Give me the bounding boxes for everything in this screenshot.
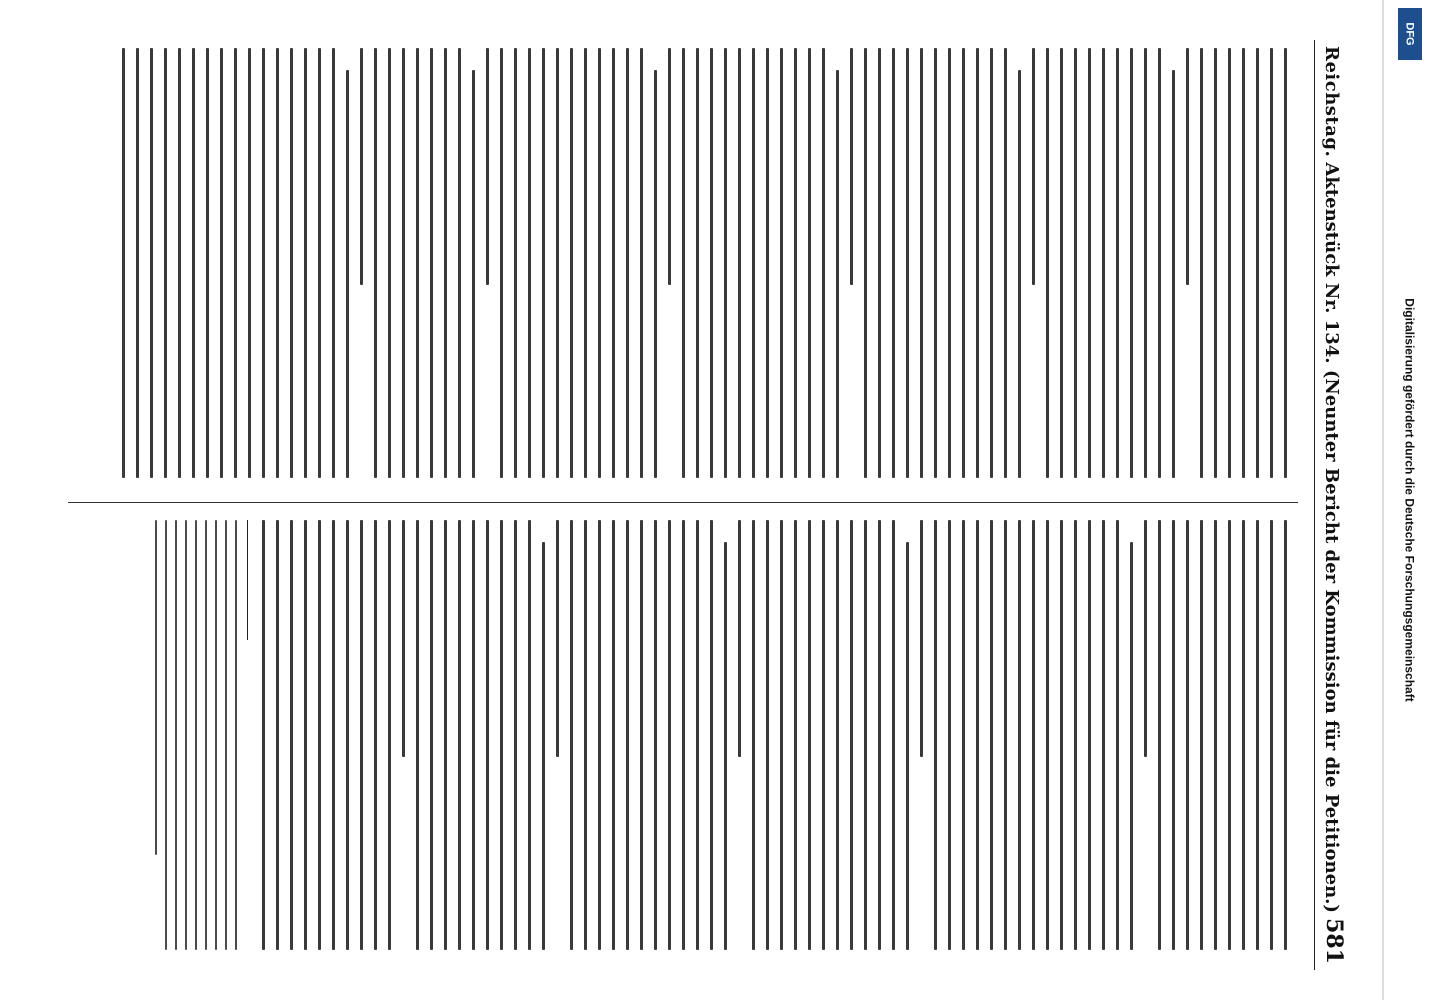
text-line — [304, 48, 307, 478]
footnote-line — [175, 520, 177, 950]
running-head-title: Aktenstück Nr. 134. (Neunter Bericht der Kommission für die Petitionen.) — [1321, 162, 1342, 913]
text-line — [122, 48, 125, 478]
text-line — [1004, 520, 1007, 950]
scan-edge — [1382, 0, 1384, 1000]
text-line — [836, 520, 839, 950]
text-line — [262, 48, 265, 478]
text-line — [150, 48, 153, 478]
text-line — [626, 520, 629, 950]
text-line — [906, 542, 909, 950]
text-line — [1256, 48, 1259, 478]
footnote-line — [205, 520, 207, 950]
text-line — [1270, 520, 1273, 950]
text-line — [374, 520, 377, 950]
text-line — [458, 520, 461, 950]
footnote-line — [215, 520, 217, 950]
text-line — [808, 48, 811, 478]
text-line — [892, 520, 895, 950]
text-line — [724, 48, 727, 478]
text-line — [542, 48, 545, 478]
text-line — [1116, 48, 1119, 478]
text-line — [1060, 520, 1063, 950]
text-line — [850, 48, 853, 285]
text-line — [514, 48, 517, 478]
text-line — [1270, 48, 1273, 478]
text-line — [290, 48, 293, 478]
digitization-credit — [1388, 0, 1432, 1000]
text-line — [1074, 48, 1077, 478]
text-line — [1116, 520, 1119, 950]
dfg-logo-text: DFG — [1403, 22, 1416, 46]
text-line — [668, 48, 671, 285]
text-line — [388, 520, 391, 950]
footnote-rule — [247, 520, 248, 640]
footnote-line — [165, 520, 167, 950]
text-line — [542, 542, 545, 950]
text-line — [1200, 520, 1203, 950]
text-line — [668, 520, 671, 950]
text-line — [332, 48, 335, 478]
text-line — [1256, 520, 1259, 950]
text-line — [878, 48, 881, 478]
text-line — [388, 48, 391, 478]
text-line — [1102, 520, 1105, 950]
text-line — [850, 520, 853, 950]
text-line — [822, 520, 825, 950]
text-line — [402, 48, 405, 478]
text-line — [612, 520, 615, 950]
text-line — [178, 48, 181, 478]
text-line — [430, 520, 433, 950]
text-line — [1018, 520, 1021, 950]
text-column-left — [68, 48, 1298, 478]
text-line — [1242, 48, 1245, 478]
text-column-right — [68, 520, 1298, 950]
text-line — [528, 520, 531, 950]
text-line — [346, 70, 349, 478]
text-line — [780, 48, 783, 478]
text-line — [262, 520, 265, 950]
text-line — [1144, 520, 1147, 757]
text-line — [248, 48, 251, 478]
text-line — [486, 520, 489, 950]
text-line — [836, 70, 839, 478]
text-line — [962, 48, 965, 478]
text-line — [738, 520, 741, 757]
text-line — [794, 48, 797, 478]
text-line — [724, 542, 727, 950]
text-line — [556, 48, 559, 478]
text-line — [1186, 48, 1189, 285]
text-line — [206, 48, 209, 478]
text-line — [276, 520, 279, 950]
text-line — [318, 48, 321, 478]
running-head-left: Reichstag. — [1321, 46, 1342, 158]
text-line — [640, 520, 643, 950]
text-line — [1186, 520, 1189, 950]
text-line — [528, 48, 531, 478]
text-line — [570, 48, 573, 478]
text-line — [346, 520, 349, 950]
text-line — [682, 48, 685, 478]
text-line — [416, 520, 419, 950]
text-line — [444, 520, 447, 950]
text-line — [696, 520, 699, 950]
text-line — [514, 520, 517, 950]
page-header — [1314, 40, 1360, 970]
text-line — [794, 520, 797, 950]
footnote-line — [155, 520, 157, 855]
text-line — [1032, 48, 1035, 285]
text-line — [780, 520, 783, 950]
text-line — [500, 520, 503, 950]
text-line — [626, 48, 629, 478]
text-line — [570, 520, 573, 950]
text-line — [402, 520, 405, 757]
text-line — [948, 520, 951, 950]
text-line — [290, 520, 293, 950]
text-line — [1088, 520, 1091, 950]
text-line — [710, 520, 713, 950]
text-line — [934, 48, 937, 478]
text-line — [1102, 48, 1105, 478]
text-line — [486, 48, 489, 285]
text-line — [1060, 48, 1063, 478]
text-line — [276, 48, 279, 478]
text-line — [948, 48, 951, 478]
text-line — [1074, 520, 1077, 950]
text-line — [696, 48, 699, 478]
dfg-logo-icon — [1398, 8, 1422, 60]
text-line — [1200, 48, 1203, 478]
text-line — [430, 48, 433, 478]
text-line — [1172, 70, 1175, 478]
credit-text: Digitalisierung gefördert durch die Deutsche Forschungsgemeinschaft — [1403, 298, 1417, 702]
text-line — [332, 520, 335, 950]
text-line — [192, 48, 195, 478]
text-line — [1046, 48, 1049, 478]
footnote-line — [185, 520, 187, 950]
text-line — [738, 48, 741, 478]
text-line — [822, 48, 825, 478]
text-line — [654, 70, 657, 478]
text-line — [682, 520, 685, 950]
text-line — [318, 520, 321, 950]
text-line — [360, 520, 363, 950]
text-line — [640, 48, 643, 478]
text-line — [1088, 48, 1091, 478]
text-line — [920, 48, 923, 478]
text-line — [976, 520, 979, 950]
text-line — [374, 48, 377, 478]
text-line — [1214, 520, 1217, 950]
page-number: 581 — [1321, 918, 1347, 964]
text-line — [360, 48, 363, 285]
text-line — [472, 520, 475, 950]
text-line — [1158, 520, 1161, 950]
text-line — [584, 48, 587, 478]
text-line — [990, 520, 993, 950]
text-line — [598, 520, 601, 950]
text-line — [710, 48, 713, 478]
text-line — [1130, 542, 1133, 950]
text-line — [164, 48, 167, 478]
text-line — [1284, 520, 1287, 950]
text-line — [584, 520, 587, 950]
text-line — [752, 520, 755, 950]
text-line — [976, 48, 979, 478]
text-line — [1242, 520, 1245, 950]
text-line — [136, 48, 139, 478]
text-line — [1130, 48, 1133, 478]
text-line — [304, 520, 307, 950]
text-line — [654, 520, 657, 950]
footnote-line — [235, 520, 237, 950]
text-line — [934, 520, 937, 950]
text-line — [556, 520, 559, 757]
text-line — [752, 48, 755, 478]
page — [0, 40, 1360, 970]
text-line — [612, 48, 615, 478]
text-line — [864, 48, 867, 478]
text-line — [1018, 70, 1021, 478]
text-line — [1172, 520, 1175, 950]
text-line — [1046, 520, 1049, 950]
text-line — [962, 520, 965, 950]
text-line — [472, 70, 475, 478]
text-line — [906, 48, 909, 478]
footnote-line — [195, 520, 197, 950]
column-divider — [68, 502, 1298, 503]
text-line — [990, 48, 993, 478]
text-line — [1004, 48, 1007, 478]
text-line — [766, 48, 769, 478]
text-line — [1284, 48, 1287, 478]
text-line — [1228, 48, 1231, 478]
text-line — [416, 48, 419, 478]
text-line — [1158, 48, 1161, 478]
text-line — [766, 520, 769, 950]
text-line — [444, 48, 447, 478]
text-line — [892, 48, 895, 478]
text-line — [1214, 48, 1217, 478]
text-line — [500, 48, 503, 478]
text-line — [458, 48, 461, 478]
text-line — [598, 48, 601, 478]
text-line — [1032, 520, 1035, 950]
text-line — [1144, 48, 1147, 478]
text-line — [220, 48, 223, 478]
footnote-line — [225, 520, 227, 950]
text-line — [808, 520, 811, 950]
text-line — [234, 48, 237, 478]
text-line — [920, 520, 923, 757]
text-line — [878, 520, 881, 950]
text-line — [1228, 520, 1231, 950]
text-line — [864, 520, 867, 950]
